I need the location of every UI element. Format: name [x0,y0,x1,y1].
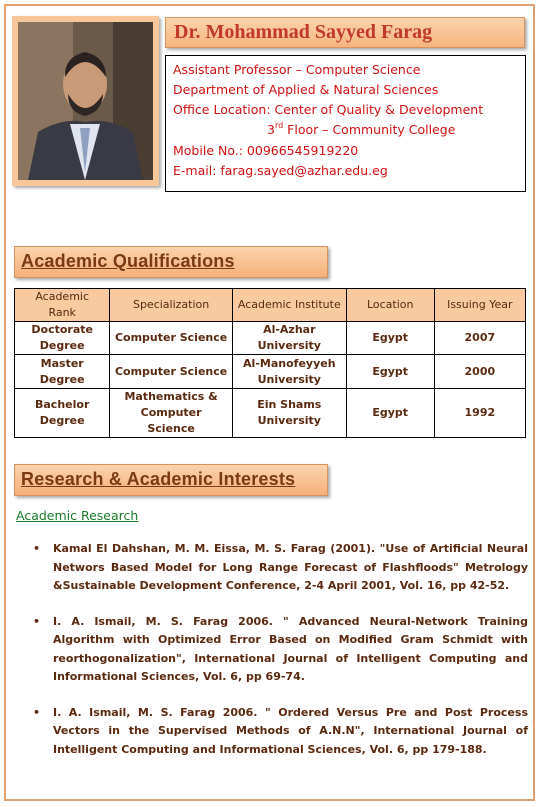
reference-text: I. A. Ismail, M. S. Farag 2006. " Ordered Versus Pre and Post Process Vectors in the Supervised Methods of A.N.N", International Journal of Intelligent Computing and Informational Sciences, Vol. 6, pp 179-188. [53,705,528,756]
table-header-row [15,289,526,322]
column-header: Issuing Year [434,289,525,322]
email-address: E-mail: farag.sayed@azhar.edu.eg [173,163,388,178]
table-cell: 2007 [434,322,525,355]
academic-research-link[interactable]: Academic Research [16,508,139,523]
list-item [33,540,528,596]
qualifications-title: Academic Qualifications [21,251,235,271]
column-header: Location [346,289,434,322]
table-cell: Master Degree [15,355,110,389]
table-cell: Egypt [346,322,434,355]
qualifications-table [14,288,526,438]
contact-info-box [165,55,526,192]
table-cell: Al-Manofeyyeh University [232,355,346,389]
department: Department of Applied & Natural Sciences [173,82,439,97]
table-cell: Computer Science [110,322,232,355]
name-header [165,17,525,48]
table-row [15,322,526,355]
table-cell: Computer Science [110,355,232,389]
job-title: Assistant Professor – Computer Science [173,62,421,77]
column-header: Academic Rank [15,289,110,322]
column-header: Academic Institute [232,289,346,322]
table-cell: Doctorate Degree [15,322,110,355]
column-header: Specialization [110,289,232,322]
bullet-icon: • [33,705,41,719]
person-name: Dr. Mohammad Sayyed Farag [174,21,433,43]
table-cell: Mathematics & Computer Science [110,389,232,438]
floor-ordinal: rd [274,121,284,130]
list-item [33,704,528,760]
table-row [15,355,526,389]
list-item [33,613,528,687]
reference-text: I. A. Ismail, M. S. Farag 2006. " Advanced Neural-Network Training Algorithm with Optimized Error Based on Modified Gram Schmidt with reorthogonalization", International Journal of Intelligent Computing and Informational Sciences, Vol. 6, pp 69-74. [53,614,528,683]
table-cell: Egypt [346,389,434,438]
floor-text: Floor – Community College [283,122,456,137]
office-location: Office Location: Center of Quality & Development [173,102,484,117]
floor-number: 3 [267,122,275,137]
floor-location [267,122,455,137]
qualifications-header [14,246,328,278]
references-list [33,540,528,759]
research-title: Research & Academic Interests [21,469,296,489]
bullet-icon: • [33,614,41,628]
table-cell: Egypt [346,355,434,389]
mobile-number: Mobile No.: 00966545919220 [173,143,359,158]
table-cell: Ein Shams University [232,389,346,438]
bullet-icon: • [33,542,41,555]
table-cell: 2000 [434,355,525,389]
profile-photo [12,16,159,186]
table-cell: Bachelor Degree [15,389,110,438]
table-cell: Al-Azhar University [232,322,346,355]
table-row [15,389,526,438]
research-header [14,464,328,496]
table-cell: 1992 [434,389,525,438]
reference-text: Kamal El Dahshan, M. M. Eissa, M. S. Farag (2001). "Use of Artificial Neural Networs Based Model for Long Range Forecast of Flashfloods" Metrology &Sustainable Development Conference, 2-4 April 2001, Vol. 16, pp 42-52. [53,542,528,592]
